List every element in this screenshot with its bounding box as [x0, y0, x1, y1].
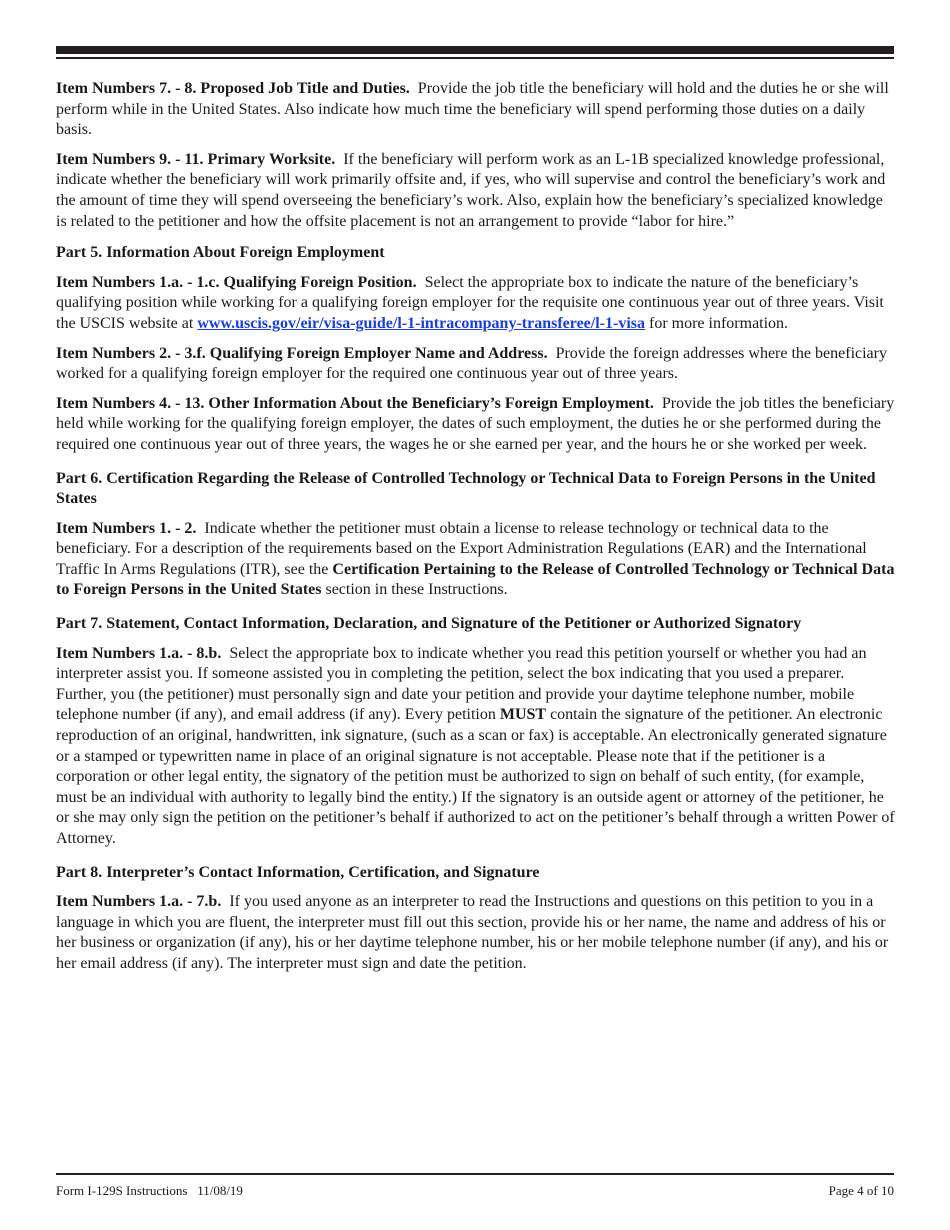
paragraph-text: If you used anyone as an interpreter to read the Instructions and questions on this petition to you in a language in which you are fluent, the interpreter must fill out this section, provide his or her name, the name and address of his or her business or organization (if any), his or her daytime telephone number, his or her mobile telephone number (if any), and his or her email address (if any). The interpreter must sign and date the petition.	[56, 893, 889, 972]
item-label: Item Numbers 9. - 11. Primary Worksite.	[56, 150, 336, 168]
item-label: Item Numbers 7. - 8. Proposed Job Title and Duties.	[56, 80, 410, 97]
part8-heading: Part 8. Interpreter’s Contact Information, Certification, and Signature	[56, 863, 540, 881]
paragraph-foreign-employment-info	[56, 394, 896, 456]
footer-page-number: Page 4 of 10	[828, 1183, 894, 1198]
footer-rule	[56, 1173, 894, 1175]
paragraph-foreign-employer-address	[56, 344, 896, 385]
paragraph-text: Provide the job title the beneficiary will hold and the duties he or she will perform while in the United States. Also indicate how much time the beneficiary will spend performing those duties on a daily basis.	[56, 80, 889, 139]
paragraph-text: section in these Instructions.	[325, 581, 508, 599]
paragraph-text: Select the appropriate box to indicate the nature of the beneficiary’s qualifying position while working for a qualifying foreign employer for the requisite one continuous year out of three years. Visit the USCIS website at	[56, 273, 884, 332]
paragraph-text: If the beneficiary will perform work as an L-1B specialized knowledge professional, indicate whether the beneficiary will work primarily offsite and, if yes, who will supervise and control the beneficiary’s work and the amount of time they will spend overseeing the beneficiary’s work. Also, explain how the beneficiary’s specialized knowledge is related to the petitioner and how the offsite placement is not an arrangement to provide “labor for hire.”	[56, 150, 886, 230]
footer-form-id: Form I-129S Instructions 11/08/19	[56, 1183, 243, 1198]
item-label: Item Numbers 1.a. - 1.c. Qualifying Foreign Position.	[56, 273, 417, 291]
paragraph-text: Provide the foreign addresses where the beneficiary worked for a qualifying foreign employer for the required one continuous year out of three years.	[56, 344, 887, 383]
instructions-body	[56, 79, 896, 984]
item-label: Item Numbers 1. - 2.	[56, 519, 197, 537]
paragraph-interpreter	[56, 892, 896, 974]
paragraph-text: contain the signature of the petitioner. An electronic reproduction of an original, handwritten, ink signature, (such as a scan or fax) is acceptable. An electronically generated signature or a stamped or typewritten name in place of an original signature is not acceptable. Please note that if the petitioner is a corporation or other legal entity, the signatory of the petition must be authorized to sign on behalf of such entity, (for example, must be an individual with authority to legally bind the entity.) If the signatory is an outside agent or attorney of the petitioner, he or she may only sign the petition on the petitioner’s behalf if authorized to act on the petitioner’s behalf through a written Power of Attorney.	[56, 706, 895, 847]
paragraph-text: for more information.	[648, 314, 789, 332]
must-emphasis: MUST	[499, 706, 547, 724]
item-label: Item Numbers 1.a. - 8.b.	[56, 644, 222, 662]
paragraph-petitioner-signature	[56, 644, 896, 850]
item-label: Item Numbers 2. - 3.f. Qualifying Foreign Employer Name and Address.	[56, 344, 548, 362]
paragraph-text: Select the appropriate box to indicate whether you read this petition yourself or whether you had an interpreter assist you. If someone assisted you in completing the petition, select the box indicating that you used a preparer. Further, you (the petitioner) must personally sign and date your petition and provide your daytime telephone number, mobile telephone number (if any), and email address (if any). Every petition	[56, 644, 867, 724]
part5-heading: Part 5. Information About Foreign Employment	[56, 244, 385, 262]
item-label: Item Numbers 1.a. - 7.b.	[56, 893, 222, 911]
part6-heading: Part 6. Certification Regarding the Release of Controlled Technology or Technical Data to Foreign Persons in the United States	[56, 469, 876, 508]
header-thick-rule	[56, 46, 894, 54]
paragraph-qualifying-position	[56, 273, 896, 335]
certification-reference: Certification Pertaining to the Release of Controlled Technology or Technical Data to Foreign Persons in the United States	[56, 560, 895, 599]
item-label: Item Numbers 4. - 13. Other Information About the Beneficiary’s Foreign Employment.	[56, 394, 654, 412]
paragraph-primary-worksite	[56, 150, 896, 232]
uscis-l1-visa-link[interactable]: www.uscis.gov/eir/visa-guide/l-1-intracompany-transferee/l-1-visa	[197, 314, 645, 332]
paragraph-text: Provide the job titles the beneficiary held while working for the qualifying foreign employer, the dates of such employment, the duties he or she performed during the required one continuous year out of three years, the wages he or she earned per year, and the hours he or she worked per week.	[56, 394, 895, 453]
paragraph-job-title	[56, 79, 896, 141]
header-thin-rule	[56, 57, 894, 59]
paragraph-controlled-technology	[56, 519, 896, 601]
paragraph-text: Indicate whether the petitioner must obtain a license to release technology or technical data to the beneficiary. For a description of the requirements based on the Export Administration Regulations (EAR) and the International Traffic In Arms Regulations (ITR), see the	[56, 519, 867, 578]
part7-heading: Part 7. Statement, Contact Information, Declaration, and Signature of the Petitioner or Authorized Signatory	[56, 615, 802, 633]
